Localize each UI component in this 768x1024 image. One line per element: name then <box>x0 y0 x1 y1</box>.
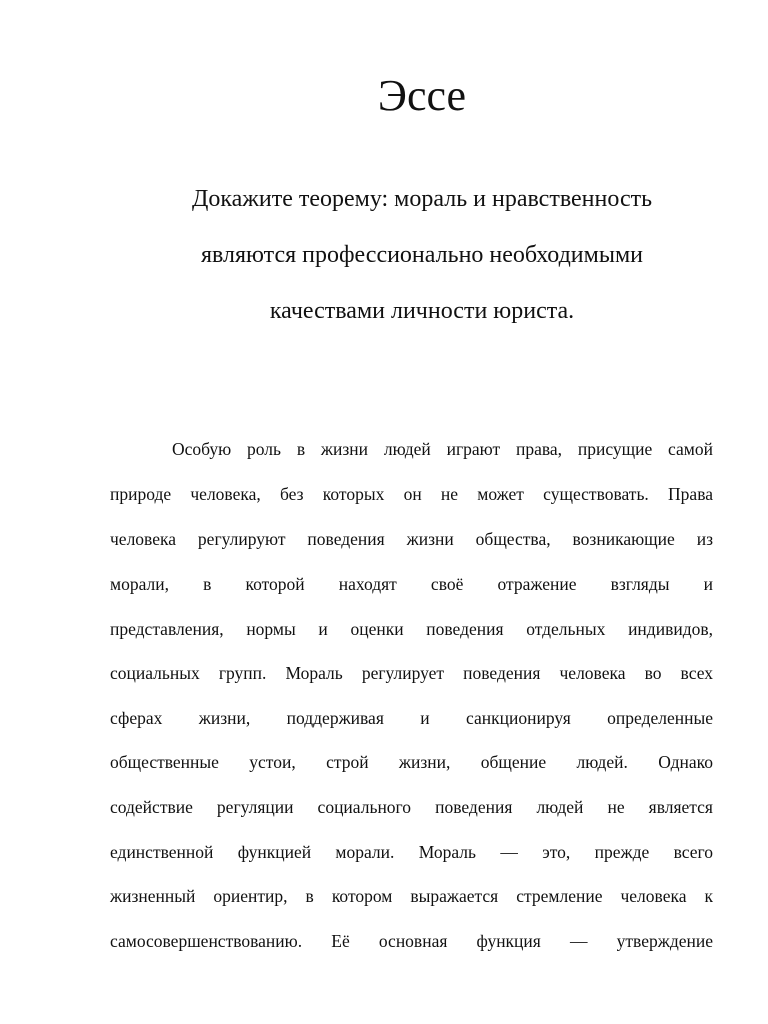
body-line-4: морали, в которой находят своё отражение взгляды и <box>110 574 713 594</box>
body-line-7: сферах жизни, поддерживая и санкционируя определенные <box>110 708 713 728</box>
body-line-11: жизненный ориентир, в котором выражается стремление человека к <box>110 886 713 906</box>
subtitle-line-3: качествами личности юриста. <box>269 298 575 324</box>
body-line-12: самосовершенствованию. Её основная функция — утверждение <box>110 931 713 951</box>
body-line-9: содействие регуляции социального поведения людей не является <box>110 797 713 817</box>
body-line-8: общественные устои, строй жизни, общение людей. Однако <box>110 752 713 772</box>
body-line-10: единственной функцией морали. Мораль — это, прежде всего <box>110 842 713 862</box>
body-line-6: социальных групп. Мораль регулирует поведения человека во всех <box>110 663 713 683</box>
subtitle-line-2: являются профессионально необходимыми <box>200 242 643 268</box>
document-title: Эссе <box>377 71 467 120</box>
subtitle-line-1: Докажите теорему: мораль и нравственность <box>191 186 653 212</box>
body-line-3: человека регулируют поведения жизни общества, возникающие из <box>110 529 713 549</box>
body-line-5: представления, нормы и оценки поведения отдельных индивидов, <box>110 619 713 639</box>
body-line-2: природе человека, без которых он не может существовать. Права <box>110 484 713 504</box>
body-line-1: Особую роль в жизни людей играют права, присущие самой <box>172 439 713 459</box>
